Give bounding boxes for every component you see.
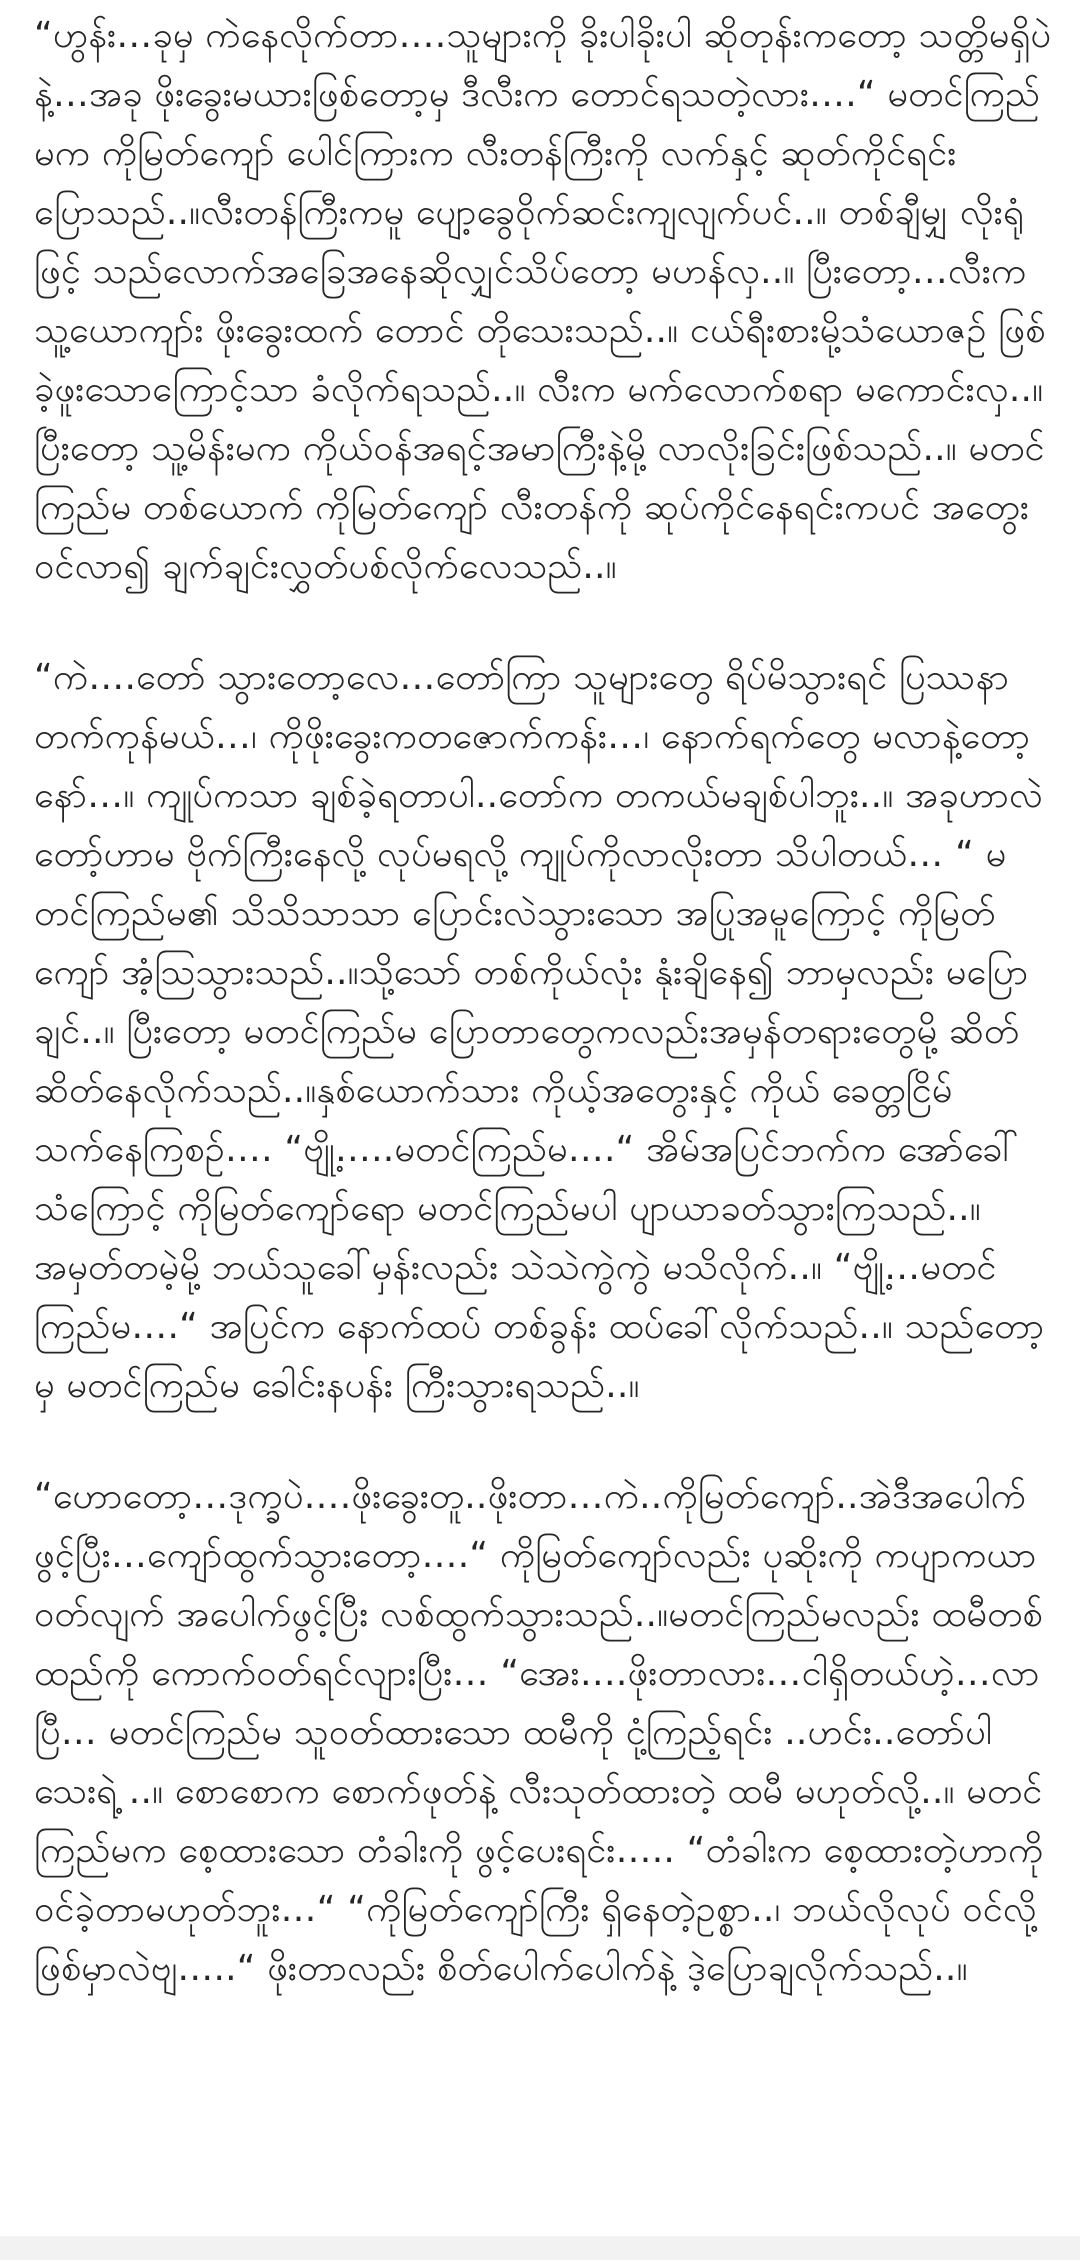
paragraph-2: “ကဲ….တော် သွားတော့လေ…တော်ကြာ သူများတွေ ရိပ်မိသွားရင် ပြဿနာတက်ကုန်မယ်…၊ ကိုဖိုးခွေးကတဇောက်ကန်း…၊ နောက်ရက်တွေ မလာနဲ့တော့နော်…။ ကျုပ်ကသာ ချစ်ခဲ့ရတာပါ..တော်က တကယ်မချစ်ပါဘူး..။ အခုဟာလဲ တော့်ဟာမ ဗိုက်ကြီးနေလို့ လုပ်မရလို့ ကျုပ်ကိုလာလိုးတာ သိပါတယ်… “ မတင်ကြည်မ၏ သိသိသာသာ ပြောင်းလဲသွားသော အပြုအမူကြောင့် ကိုမြတ်ကျော် အံ့သြသွားသည်..။သို့သော် တစ်ကိုယ်လုံး နုံးချိနေ၍ ဘာမှလည်း မပြောချင်..။ ပြီးတော့ မတင်ကြည်မ ပြောတာတွေကလည်းအမှန်တရားတွေမို့ ဆိတ်ဆိတ်နေလိုက်သည်..။နှစ်ယောက်သား ကိုယ့်အတွေးနှင့် ကိုယ် ခေတ္တငြိမ်သက်နေကြစဉ်…. “ဗျို့…..မတင်ကြည်မ….“ အိမ်အပြင်ဘက်က အော်ခေါ်သံကြောင့် ကိုမြတ်ကျော်ရော မတင်ကြည်မပါ ပျာယာခတ်သွားကြသည်..။ အမှတ်တမဲ့မို့ ဘယ်သူခေါ်မှန်းလည်း သဲသဲကွဲကွဲ မသိလိုက်..။ “ဗျို့…မတင်ကြည်မ….“ အပြင်က နောက်ထပ် တစ်ခွန်း ထပ်ခေါ်လိုက်သည်..။ သည်တော့မှ မတင်ကြည်မ ခေါင်းနပန်း ကြီးသွားရသည်..။	[34, 657, 1045, 1406]
bottom-bar	[0, 2236, 1080, 2260]
paragraph-1: “ဟွန်း…ခုမှ ကဲနေလိုက်တာ….သူများကို ခိုးပါခိုးပါ ဆိုတုန်းကတော့ သတ္တိမရှိပဲနဲ့…အခု ဖိုးခွေးမယားဖြစ်တော့မှ ဒီလီးက တောင်ရသတဲ့လား….“ မတင်ကြည်မက ကိုမြတ်ကျော် ပေါင်ကြားက လီးတန်ကြီးကို လက်နှင့် ဆုတ်ကိုင်ရင်း ပြောသည်..။လီးတန်ကြီးကမူ ပျော့ခွေဝိုက်ဆင်းကျလျက်ပင်..။ တစ်ချီမျှ လိုးရုံဖြင့် သည်လောက်အခြေအနေဆိုလျှင်သိပ်တော့ မဟန်လှ..။ ပြီးတော့…လီးက သူ့ယောကျာ်း ဖိုးခွေးထက် တောင် တိုသေးသည်..။ ငယ်ရီးစားမို့သံယောဇဉ် ဖြစ်ခဲ့ဖူးသောကြောင့်သာ ခံလိုက်ရသည်..။ လီးက မက်လောက်စရာ မကောင်းလှ..။ ပြီးတော့ သူ့မိန်းမက ကိုယ်ဝန်အရင့်အမာကြီးနဲ့မို့ လာလိုးခြင်းဖြစ်သည်..။ မတင်ကြည်မ တစ်ယောက် ကိုမြတ်ကျော် လီးတန်ကို ဆုပ်ကိုင်နေရင်းကပင် အတွေးဝင်လာ၍ ချက်ချင်းလွှတ်ပစ်လိုက်လေသည်..။	[34, 15, 1052, 587]
paragraph-3: “ဟောတော့…ဒုက္ခပဲ….ဖိုးခွေးတူ..ဖိုးတာ…ကဲ..ကိုမြတ်ကျော်..အဲဒီအပေါက်ဖွင့်ပြီး…ကျော်ထွက်သွားတော့….“ ကိုမြတ်ကျော်လည်း ပုဆိုးကို ကပျာကယာဝတ်လျက် အပေါက်ဖွင့်ပြီး လစ်ထွက်သွားသည်..။မတင်ကြည်မလည်း ထမီတစ်ထည်ကို ကောက်ဝတ်ရင်လျားပြီး… “အေး….ဖိုးတာလား…ငါရှိတယ်ဟဲ့…လာပြီ… မတင်ကြည်မ သူဝတ်ထားသော ထမီကို ငုံ့ကြည့်ရင်း ..ဟင်း..တော်ပါသေးရဲ့ ..။ စောစောက စောက်ဖုတ်နဲ့ လီးသုတ်ထားတဲ့ ထမီ မဟုတ်လို့..။ မတင်ကြည်မက စေ့ထားသော တံခါးကို ဖွင့်ပေးရင်း….. “တံခါးက စေ့ထားတဲ့ဟာကို ဝင်ခဲ့တာမဟုတ်ဘူး…“ “ကိုမြတ်ကျော်ကြီး ရှိနေတဲ့ဥစ္စာ..၊ ဘယ်လိုလုပ် ဝင်လို့ ဖြစ်မှာလဲဗျ…..“ ဖိုးတာလည်း စိတ်ပေါက်ပေါက်နဲ့ ဒဲ့ပြောချလိုက်သည်..။	[34, 1476, 1044, 1989]
